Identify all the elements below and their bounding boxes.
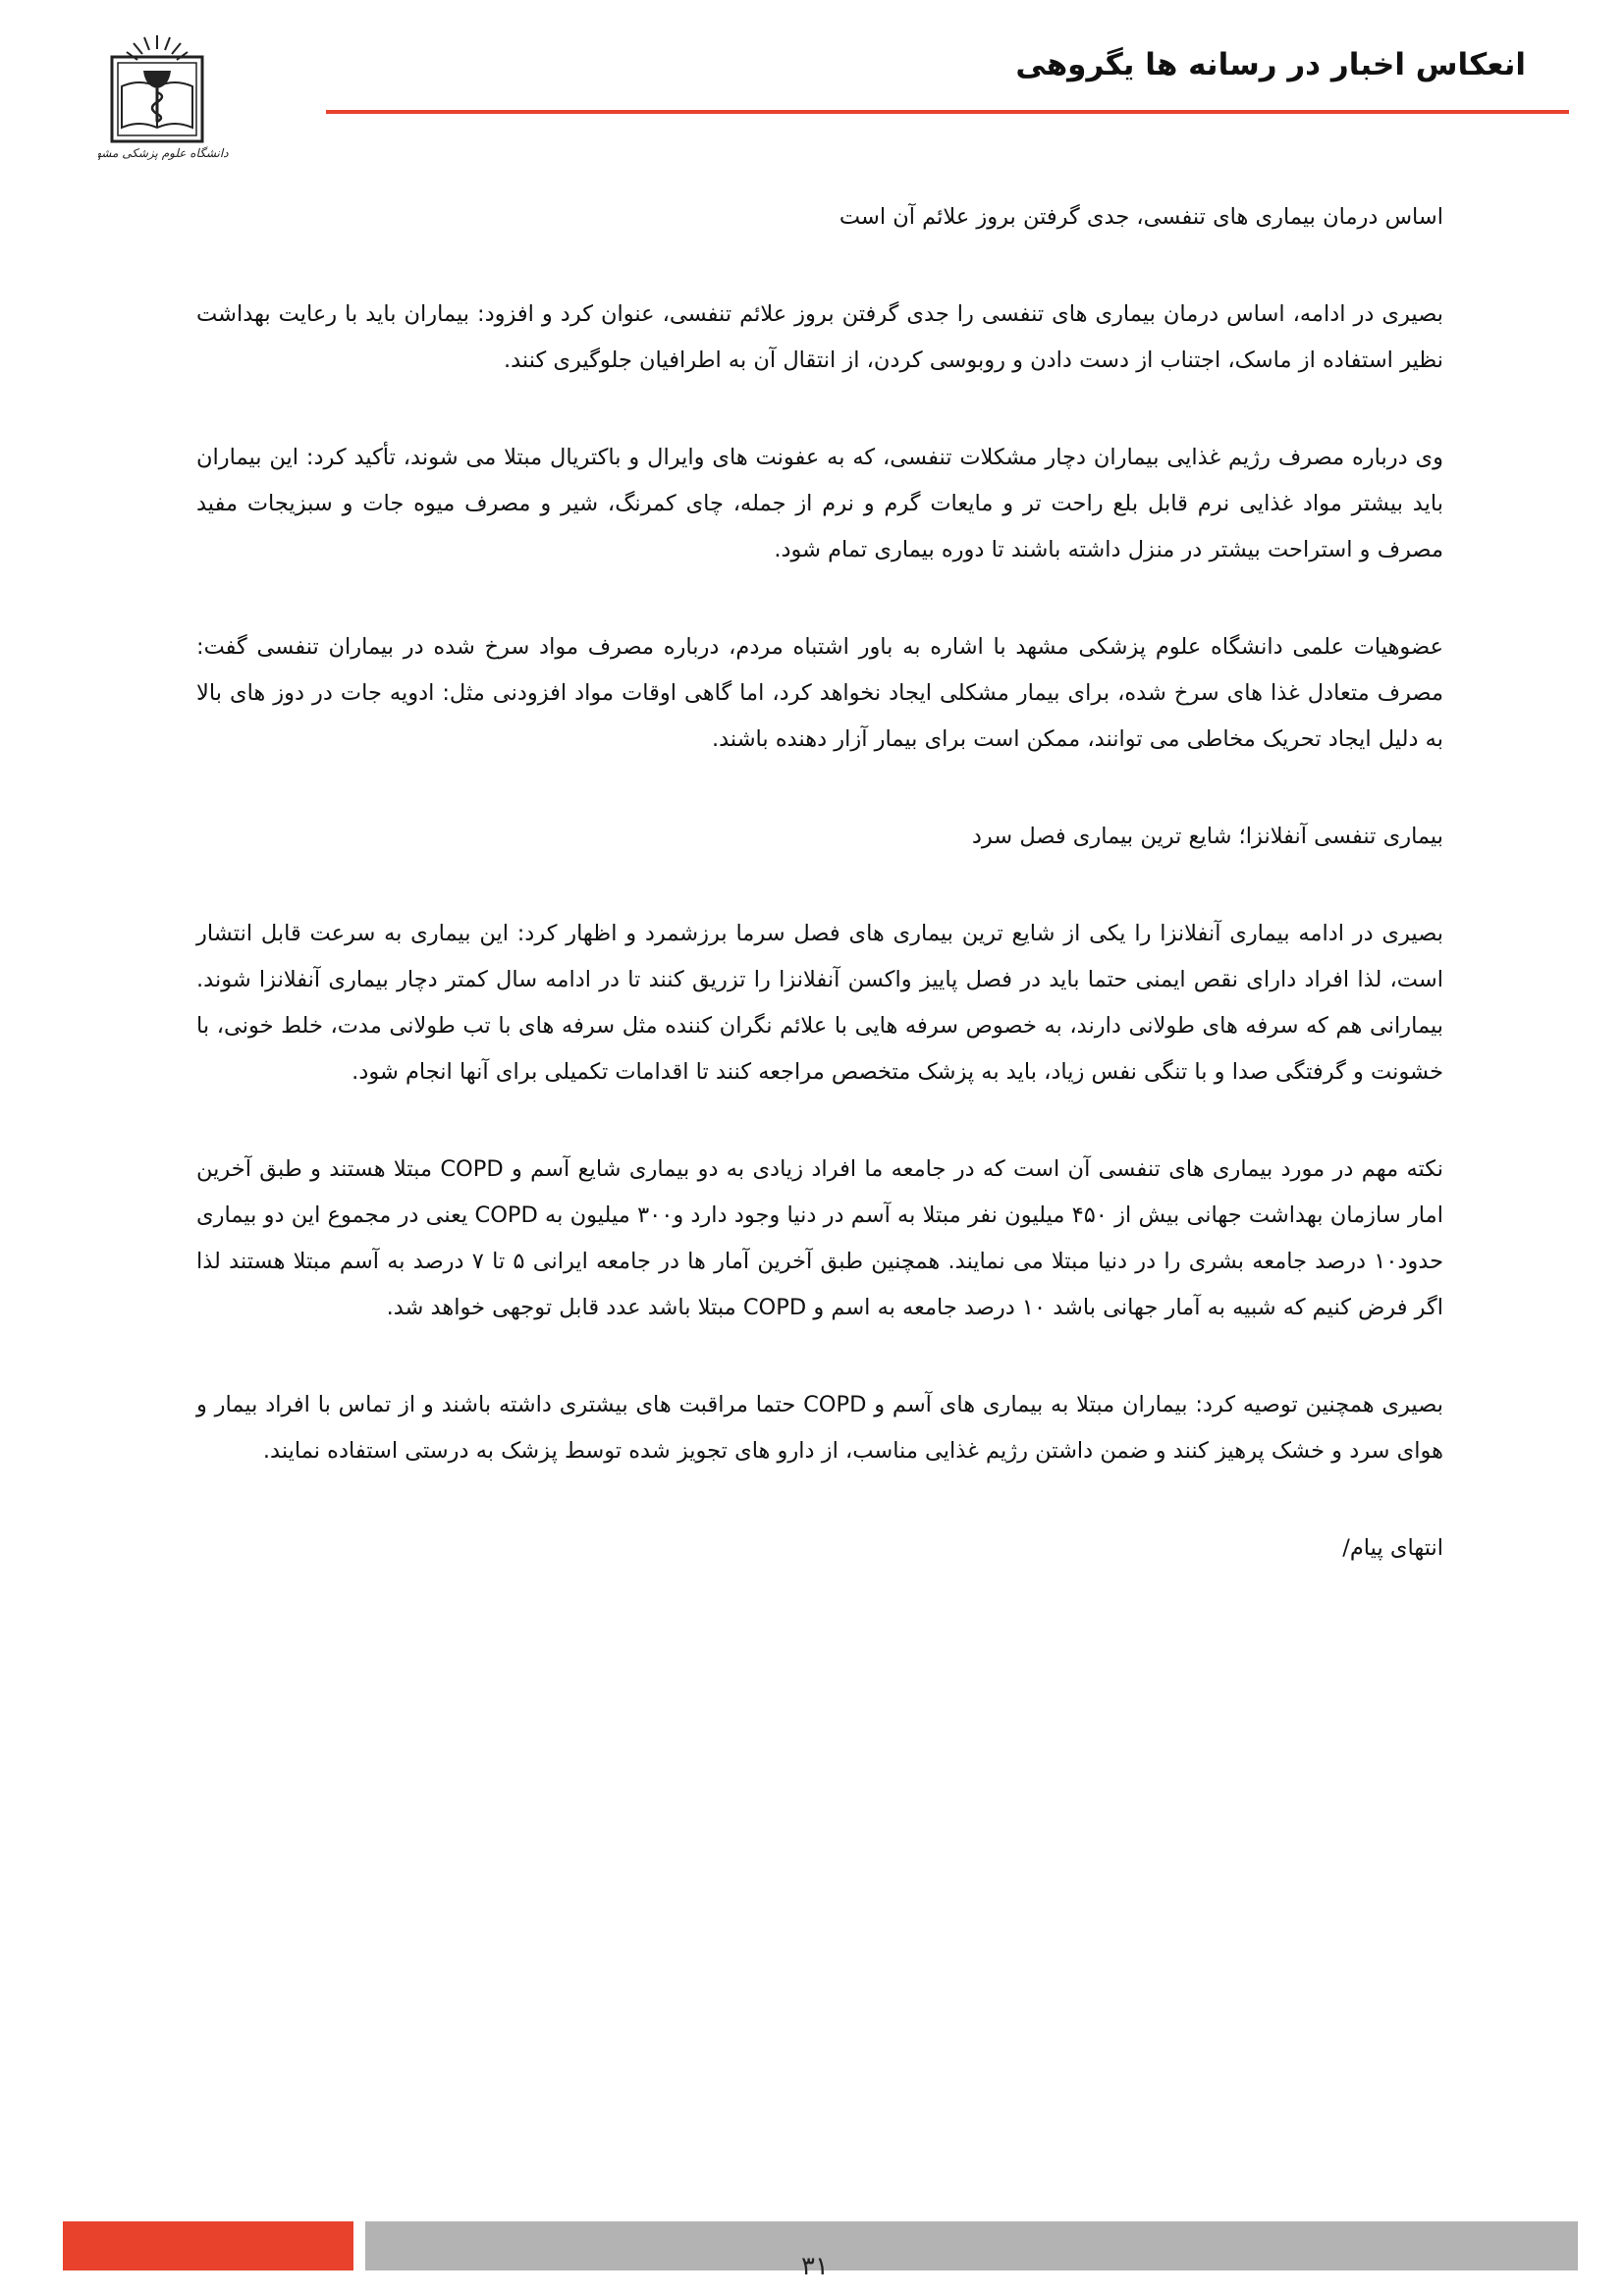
article-paragraph: نکته مهم در مورد بیماری های تنفسی آن است که در جامعه ما افراد زیادی به دو بیماری شایع آسم و COPD مبتلا هستند و طبق آخرین امار سازمان بهداشت جهانی بیش از ۴۵۰ میلیون نفر مبتلا به آسم در دنیا وجود دارد و۳۰۰ میلیون به COPD یعنی در مجموع این دو بیماری حدود۱۰ درصد جامعه بشری را در دنیا مبتلا می نمایند. همچنین طبق آخرین آمار ها در جامعه ایرانی ۵ تا ۷ درصد به آسم مبتلا هستند لذا اگر فرض کنیم که شبیه به آمار جهانی باشد ۱۰ درصد جامعه به اسم و COPD مبتلا باشد عدد قابل توجهی خواهد شد. [196, 1156, 1444, 1320]
article-paragraph: بصیری در ادامه، اساس درمان بیماری های تنفسی را جدی گرفتن بروز علائم تنفسی، عنوان کرد و افزود: بیماران باید با رعایت بهداشت نظیر استفاده از ماسک، اجتناب از دست دادن و روبوسی کردن، از انتقال آن به اطرافیان جلوگیری کنند. [196, 301, 1443, 373]
article-subheading: اساس درمان بیماری های تنفسی، جدی گرفتن بروز علائم آن است [839, 204, 1443, 230]
footer-accent-bar [63, 2221, 353, 2270]
university-logo [98, 27, 255, 165]
article-paragraph: بصیری همچنین توصیه کرد: بیماران مبتلا به بیماری های آسم و COPD حتما مراقبت های بیشتری داشته باشند و از تماس با افراد بیمار و هوای سرد و خشک پرهیز کنند و ضمن داشتن رژیم غذایی مناسب، از دارو های تجویز شده توسط پزشک به درستی استفاده نمایند. [196, 1392, 1443, 1464]
header-divider [326, 110, 1569, 114]
svg-text:دانشگاه علوم پزشکی مشهد: دانشگاه علوم پزشکی مشهد [98, 146, 229, 160]
article-body [196, 194, 1443, 1623]
article-paragraph: وی درباره مصرف رژیم غذایی بیماران دچار مشکلات تنفسی، که به عفونت های وایرال و باکتریال مبتلا می شوند، تأکید کرد: این بیماران باید بیشتر مواد غذایی نرم قابل بلع راحت تر و مایعات گرم و نرم از جمله، چای کمرنگ، شیر و مصرف میوه جات و سبزیجات مفید مصرف و استراحت بیشتر در منزل داشته باشند تا دوره بیماری تمام شود. [196, 445, 1443, 562]
article-end-note: انتهای پیام/ [1342, 1535, 1443, 1561]
article-paragraph: بصیری در ادامه بیماری آنفلانزا را یکی از شایع ترین بیماری های فصل سرما برزشمرد و اظهار کرد: این بیماری به سرعت قابل انتشار است، لذا افراد دارای نقص ایمنی حتما باید در فصل پاییز واکسن آنفلانزا را تزریق کنند تا در ادامه سال کمتر دچار بیماری آنفلانزا شوند. بیمارانی هم که سرفه های طولانی دارند، به خصوص سرفه هایی با علائم نگران کننده مثل سرفه های با تب طولانی مدت، خلط خونی، با خشونت و گرفتگی صدا و با تنگی نفس زیاد، باید به پزشک متخصص مراجعه کنند تا اقدامات تکمیلی برای آنها انجام شود. [196, 921, 1443, 1085]
article-paragraph: عضوهیات علمی دانشگاه علوم پزشکی مشهد با اشاره به باور اشتباه مردم، درباره مصرف مواد سرخ شده در بیماران تنفسی گفت: مصرف متعادل غذا های سرخ شده، برای بیمار مشکلی ایجاد نخواهد کرد، اما گاهی اوقات مواد افزودنی مثل: ادویه جات در دوز های بالا به دلیل ایجاد تحریک مخاطی می توانند، ممکن است برای بیمار آزار دهنده باشند. [196, 634, 1443, 752]
article-subheading: بیماری تنفسی آنفلانزا؛ شایع ترین بیماری فصل سرد [971, 824, 1443, 849]
page-number: ۳۱ [801, 2252, 829, 2281]
page-title: انعکاس اخبار در رسانه ها یگروهی [1015, 47, 1526, 82]
footer-gray-bar [365, 2221, 1578, 2270]
